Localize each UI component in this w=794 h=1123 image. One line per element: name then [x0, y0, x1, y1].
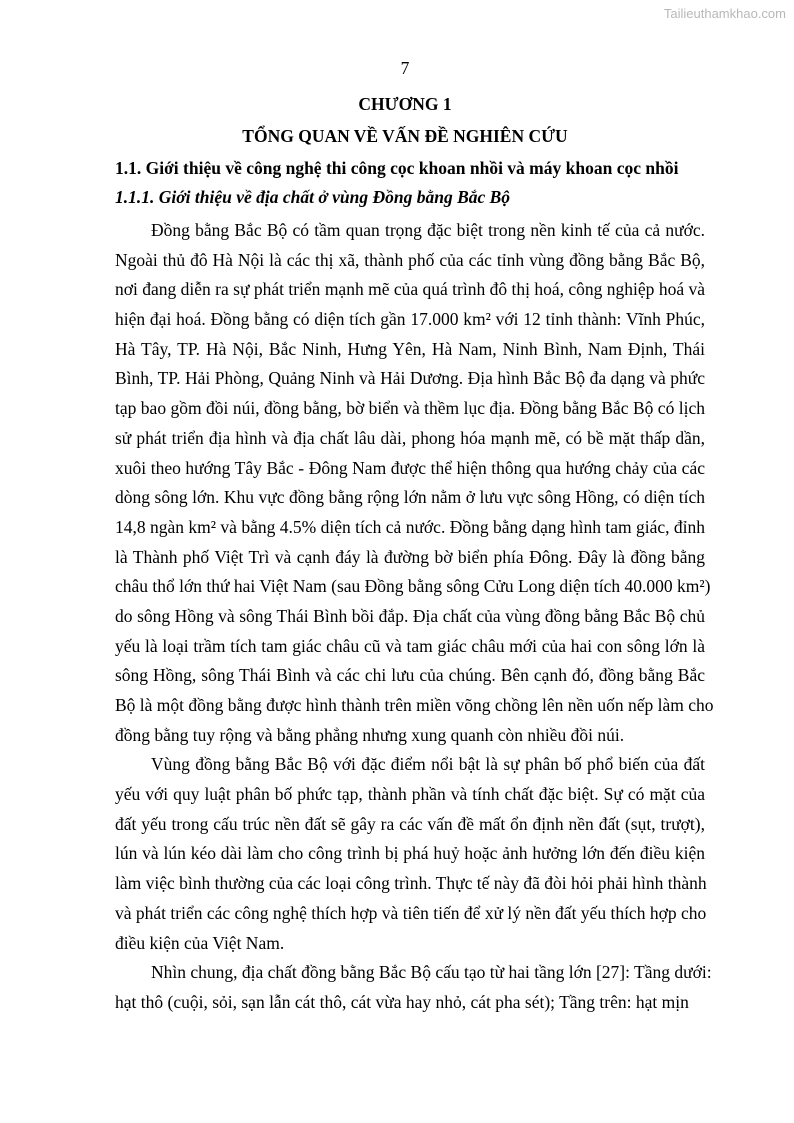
text-line: đồng bằng tuy rộng và bằng phẳng nhưng xung quanh còn nhiều đồi núi.	[115, 724, 625, 745]
chapter-label: CHƯƠNG 1	[358, 94, 452, 114]
text-line: dòng sông lớn. Khu vực đồng bằng rộng lớn nằm ở lưu vực sông Hồng, có diện tích	[115, 487, 705, 508]
text-line: tạp bao gồm đồi núi, đồng bằng, bờ biển và thềm lục địa. Đồng bằng Bắc Bộ có lịch	[115, 398, 705, 419]
text-line: hạt thô (cuội, sỏi, sạn lẫn cát thô, cát vừa hay nhỏ, cát pha sét); Tầng trên: hạt mịn	[115, 991, 689, 1012]
document-body	[115, 216, 714, 1018]
text-line: lún và lún kéo dài làm cho công trình bị phá huỷ hoặc ảnh hưởng lớn đến điều kiện	[115, 843, 705, 864]
text-line: yếu với quy luật phân bố phức tạp, thành phần và tính chất đặc biệt. Sự có mặt của	[115, 784, 705, 805]
text-line: Hà Tây, TP. Hà Nội, Bắc Ninh, Hưng Yên, Hà Nam, Ninh Bình, Nam Định, Thái	[115, 338, 705, 359]
text-line: Bình, TP. Hải Phòng, Quảng Ninh và Hải Dương. Địa hình Bắc Bộ đa dạng và phức	[115, 368, 705, 389]
text-line: châu thổ lớn thứ hai Việt Nam (sau Đồng bằng sông Cửu Long diện tích 40.000 km²)	[115, 576, 711, 597]
text-line: là Thành phố Việt Trì và cạnh đáy là đường bờ biển phía Đông. Đây là đồng bằng	[115, 546, 705, 567]
watermark: Tailieuthamkhao.com	[663, 6, 786, 21]
paragraph	[115, 750, 705, 958]
text-line: Vùng đồng bằng Bắc Bộ với đặc điểm nổi bật là sự phân bố phổ biến của đất	[151, 754, 705, 775]
chapter-title: TỔNG QUAN VỀ VẤN ĐỀ NGHIÊN CỨU	[242, 126, 568, 146]
text-line: do sông Hồng và sông Thái Bình bồi đắp. Địa chất của vùng đồng bằng Bắc Bộ chủ	[115, 605, 705, 626]
page-number: 7	[400, 58, 410, 78]
text-line: Nhìn chung, địa chất đồng bằng Bắc Bộ cấu tạo từ hai tầng lớn [27]: Tầng dưới:	[151, 962, 712, 983]
paragraph	[115, 216, 714, 750]
text-line: điều kiện của Việt Nam.	[115, 932, 285, 953]
text-line: Bộ là một đồng bằng được hình thành trên miền võng chồng lên nền uốn nếp làm cho	[115, 695, 714, 715]
text-line: làm việc bình thường của các loại công trình. Thực tế này đã đòi hỏi phải hình thành	[115, 873, 707, 894]
text-line: sông Hồng, sông Thái Bình và các chi lưu của chúng. Bên cạnh đó, đồng bằng Bắc	[115, 665, 705, 686]
text-line: xuôi theo hướng Tây Bắc - Đông Nam được thể hiện thông qua hướng chảy của các	[115, 457, 705, 478]
text-line: và phát triển các công nghệ thích hợp và tiên tiến để xử lý nền đất yếu thích hợp cho	[115, 902, 707, 923]
subsection-heading: 1.1.1. Giới thiệu về địa chất ở vùng Đồng bằng Bắc Bộ	[115, 187, 511, 207]
text-line: Đồng bằng Bắc Bộ có tầm quan trọng đặc biệt trong nền kinh tế của cả nước.	[151, 220, 705, 240]
text-line: hiện đại hoá. Đồng bằng có diện tích gần 17.000 km² với 12 tỉnh thành: Vĩnh Phúc,	[115, 309, 705, 330]
text-line: yếu là loại trầm tích tam giác châu cũ và tam giác châu mới của hai con sông lớn là	[115, 635, 705, 656]
text-line: sử phát triển địa hình và địa chất lâu dài, phong hóa mạnh mẽ, có bề mặt thấp dần,	[115, 427, 705, 448]
text-line: 14,8 ngàn km² và bằng 4.5% diện tích cả nước. Đồng bằng dạng hình tam giác, đỉnh	[115, 516, 705, 537]
section-heading: 1.1. Giới thiệu về công nghệ thi công cọc khoan nhồi và máy khoan cọc nhồi	[115, 158, 679, 178]
paragraph	[115, 958, 712, 1017]
text-line: nơi đang diễn ra sự phát triển mạnh mẽ của quá trình đô thị hoá, công nghiệp hoá và	[115, 279, 705, 300]
text-line: đất yếu trong cấu trúc nền đất sẽ gây ra các vấn đề mất ổn định nền đất (sụt, trượt),	[115, 813, 705, 834]
text-line: Ngoài thủ đô Hà Nội là các thị xã, thành phố của các tỉnh vùng đồng bằng Bắc Bộ,	[115, 249, 705, 270]
